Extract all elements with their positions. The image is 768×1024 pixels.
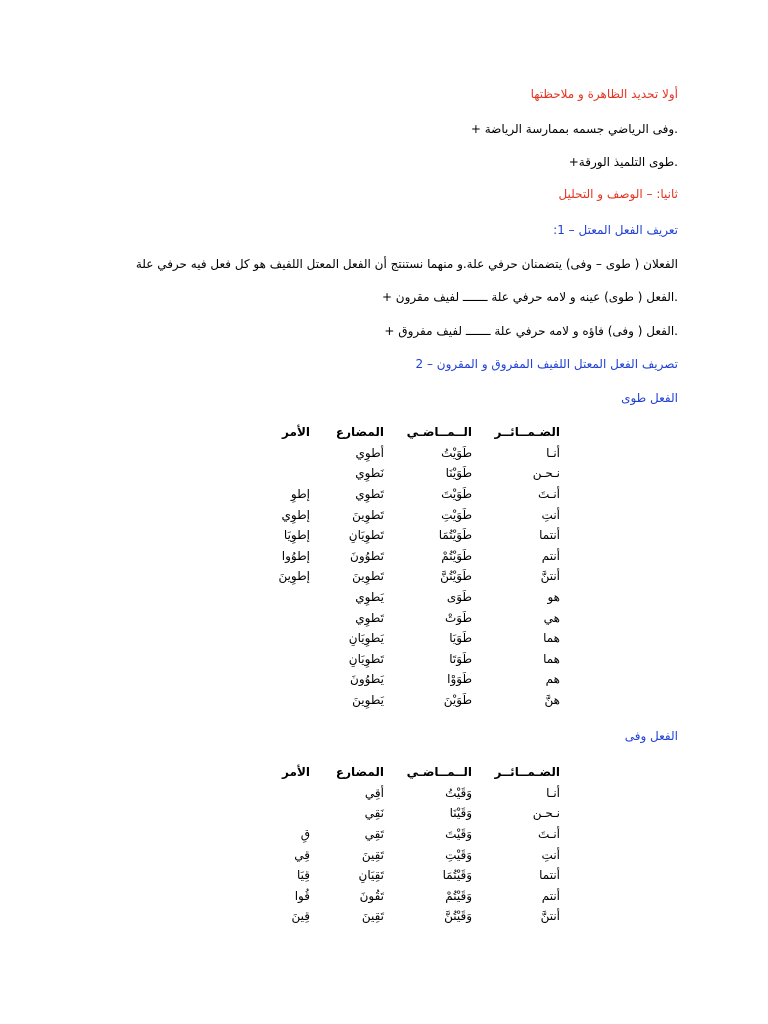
imperative-cell: إطوِينَ xyxy=(278,569,310,584)
heading-conjugation: تصريف الفعل المعتل اللفيف المفروق و المقرون – 2 xyxy=(415,357,678,371)
pronoun-cell: أنـا xyxy=(546,785,560,800)
example-sentence-1: .وفى الرياضي جسمه بممارسة الرياضة + xyxy=(470,122,678,136)
imperative-cell: إطوِ xyxy=(290,487,310,502)
present-cell: أقِي xyxy=(364,785,384,800)
imperative-cell xyxy=(230,628,310,649)
table-row xyxy=(230,669,560,690)
imperative-cell: قِينَ xyxy=(291,909,310,924)
table-row xyxy=(230,504,560,525)
heading-observation: أولا تحديد الظاهرة و ملاحظتها xyxy=(530,87,678,101)
pronoun-cell: هي xyxy=(543,610,560,625)
header-present: المضارع xyxy=(335,765,384,780)
table-row xyxy=(230,886,560,907)
imperative-cell xyxy=(230,803,310,824)
table-row xyxy=(230,587,560,608)
table-header-row xyxy=(230,422,560,443)
table-row xyxy=(230,443,560,464)
past-cell: وَقَيْتُمَا xyxy=(442,868,472,883)
past-cell: طَوَتْ xyxy=(444,610,472,625)
header-imperative: الأمر xyxy=(282,765,310,780)
table-row xyxy=(230,463,560,484)
present-cell: يَطوِيَانِ xyxy=(348,631,384,646)
present-cell: يَطوُونَ xyxy=(350,672,384,687)
past-cell: طَوَوْا xyxy=(447,672,472,687)
pronoun-cell: أنتنَّ xyxy=(540,569,560,584)
past-cell: طَوَى xyxy=(446,590,472,605)
past-cell: طَوَيْنَ xyxy=(443,693,472,708)
pronoun-cell: أنتِ xyxy=(541,507,560,522)
past-cell: طَوَيَا xyxy=(449,631,472,646)
imperative-cell xyxy=(230,587,310,608)
imperative-cell xyxy=(230,649,310,670)
past-cell: وَقَيْتِ xyxy=(445,847,472,862)
rule-maqrun: .الفعل ( طوى) عينه و لامه حرفي علة ـــــــ لفيف مقرون + xyxy=(381,290,678,304)
present-cell: تَقِي xyxy=(364,827,384,842)
table-row xyxy=(230,783,560,804)
pronoun-cell: هو xyxy=(547,590,560,605)
table-row xyxy=(230,649,560,670)
table-row xyxy=(230,906,560,927)
past-cell: طَوَيْتُ xyxy=(441,445,472,460)
imperative-cell xyxy=(230,669,310,690)
heading-definition: تعريف الفعل المعتل – 1: xyxy=(553,223,678,237)
past-cell: طَوَتَا xyxy=(449,651,472,666)
present-cell: تَطوِيَانِ xyxy=(348,651,384,666)
present-cell: تَقِيَانِ xyxy=(358,868,384,883)
present-cell: تَقُونَ xyxy=(359,888,384,903)
past-cell: طَوَيْتُمْ xyxy=(441,548,472,563)
present-cell: تَطوِيَانِ xyxy=(348,528,384,543)
past-cell: وَقَيْتُمْ xyxy=(445,888,472,903)
past-cell: طَوَيْتَ xyxy=(441,487,472,502)
imperative-cell: قُوا xyxy=(294,888,310,903)
pronoun-cell: أنـتَ xyxy=(538,487,560,502)
present-cell: تَطوِي xyxy=(355,487,384,502)
present-cell: تَطوِينَ xyxy=(352,569,384,584)
past-cell: طَوَيْنَا xyxy=(445,466,472,481)
pronoun-cell: أنتم xyxy=(541,888,560,903)
pronoun-cell: هنَّ xyxy=(544,693,560,708)
past-cell: طَوَيْتُنَّ xyxy=(440,569,472,584)
past-cell: وَقَيْتَ xyxy=(445,827,472,842)
conjugation-table-wafa xyxy=(230,762,560,927)
pronoun-cell: أنـا xyxy=(546,445,560,460)
table-header-row xyxy=(230,762,560,783)
header-present: المضارع xyxy=(335,425,384,440)
imperative-cell: قِيَا xyxy=(296,868,310,883)
rule-mafruq: .الفعل ( وفى) فاؤه و لامه حرفي علة ـــــــ لفيف مفروق + xyxy=(384,324,678,338)
imperative-cell xyxy=(230,690,310,711)
header-past: الــمــاضـي xyxy=(406,425,472,440)
present-cell: أطوِي xyxy=(355,445,384,460)
pronoun-cell: هما xyxy=(543,631,560,646)
pronoun-cell: نـحـن xyxy=(532,466,560,481)
table-row xyxy=(230,628,560,649)
present-cell: تَقِينَ xyxy=(361,847,384,862)
header-pronouns: الضـمــائــر xyxy=(494,765,560,780)
past-cell: وَقَيْتُنَّ xyxy=(444,909,472,924)
header-pronouns: الضـمــائــر xyxy=(494,425,560,440)
present-cell: تَطوِي xyxy=(355,610,384,625)
pronoun-cell: نـحـن xyxy=(532,806,560,821)
present-cell: يَطوِينَ xyxy=(352,693,384,708)
pronoun-cell: أنتِ xyxy=(541,847,560,862)
pronoun-cell: هم xyxy=(545,672,560,687)
heading-analysis: ثانيا: – الوصف و التحليل xyxy=(558,187,678,201)
pronoun-cell: هما xyxy=(543,651,560,666)
imperative-cell: إطوِيَا xyxy=(283,528,310,543)
past-cell: طَوَيْتُمَا xyxy=(438,528,472,543)
table-row xyxy=(230,865,560,886)
table-row xyxy=(230,803,560,824)
table-row xyxy=(230,566,560,587)
past-cell: طَوَيْتِ xyxy=(441,507,472,522)
imperative-cell xyxy=(230,443,310,464)
present-cell: تَقِينَ xyxy=(361,909,384,924)
table-row xyxy=(230,525,560,546)
table-row xyxy=(230,546,560,567)
pronoun-cell: أنتما xyxy=(539,868,560,883)
present-cell: نَقِي xyxy=(364,806,384,821)
imperative-cell: إطوُوا xyxy=(281,548,310,563)
table-row xyxy=(230,484,560,505)
definition-paragraph: الفعلان ( طوى – وفى) يتضمنان حرفي علة.و منهما نستنتج أن الفعل المعتل اللفيف هو كل فعل فيه حرفي علة xyxy=(135,257,678,271)
table-row xyxy=(230,824,560,845)
pronoun-cell: أنتما xyxy=(539,528,560,543)
imperative-cell xyxy=(230,607,310,628)
imperative-cell xyxy=(230,783,310,804)
table-row xyxy=(230,607,560,628)
imperative-cell: قِي xyxy=(294,847,310,862)
present-cell: تَطوُونَ xyxy=(350,548,384,563)
subheading-verb-tawa: الفعل طوى xyxy=(621,391,678,405)
present-cell: نَطوِي xyxy=(355,466,384,481)
example-sentence-2: .طوى التلميذ الورقة+ xyxy=(568,155,678,169)
pronoun-cell: أنـتَ xyxy=(538,827,560,842)
subheading-verb-wafa: الفعل وفى xyxy=(624,729,678,743)
header-past: الــمــاضـي xyxy=(406,765,472,780)
imperative-cell: إطوِي xyxy=(281,507,310,522)
present-cell: يَطوِي xyxy=(355,590,384,605)
imperative-cell: قِ xyxy=(300,827,310,842)
table-row xyxy=(230,844,560,865)
imperative-cell xyxy=(230,463,310,484)
conjugation-table-tawa xyxy=(230,422,560,710)
pronoun-cell: أنتم xyxy=(541,548,560,563)
table-row xyxy=(230,690,560,711)
past-cell: وَقَيْتُ xyxy=(445,785,472,800)
header-imperative: الأمر xyxy=(282,425,310,440)
present-cell: تَطوِينَ xyxy=(352,507,384,522)
past-cell: وَقَيْنَا xyxy=(449,806,472,821)
pronoun-cell: أنتنَّ xyxy=(540,909,560,924)
